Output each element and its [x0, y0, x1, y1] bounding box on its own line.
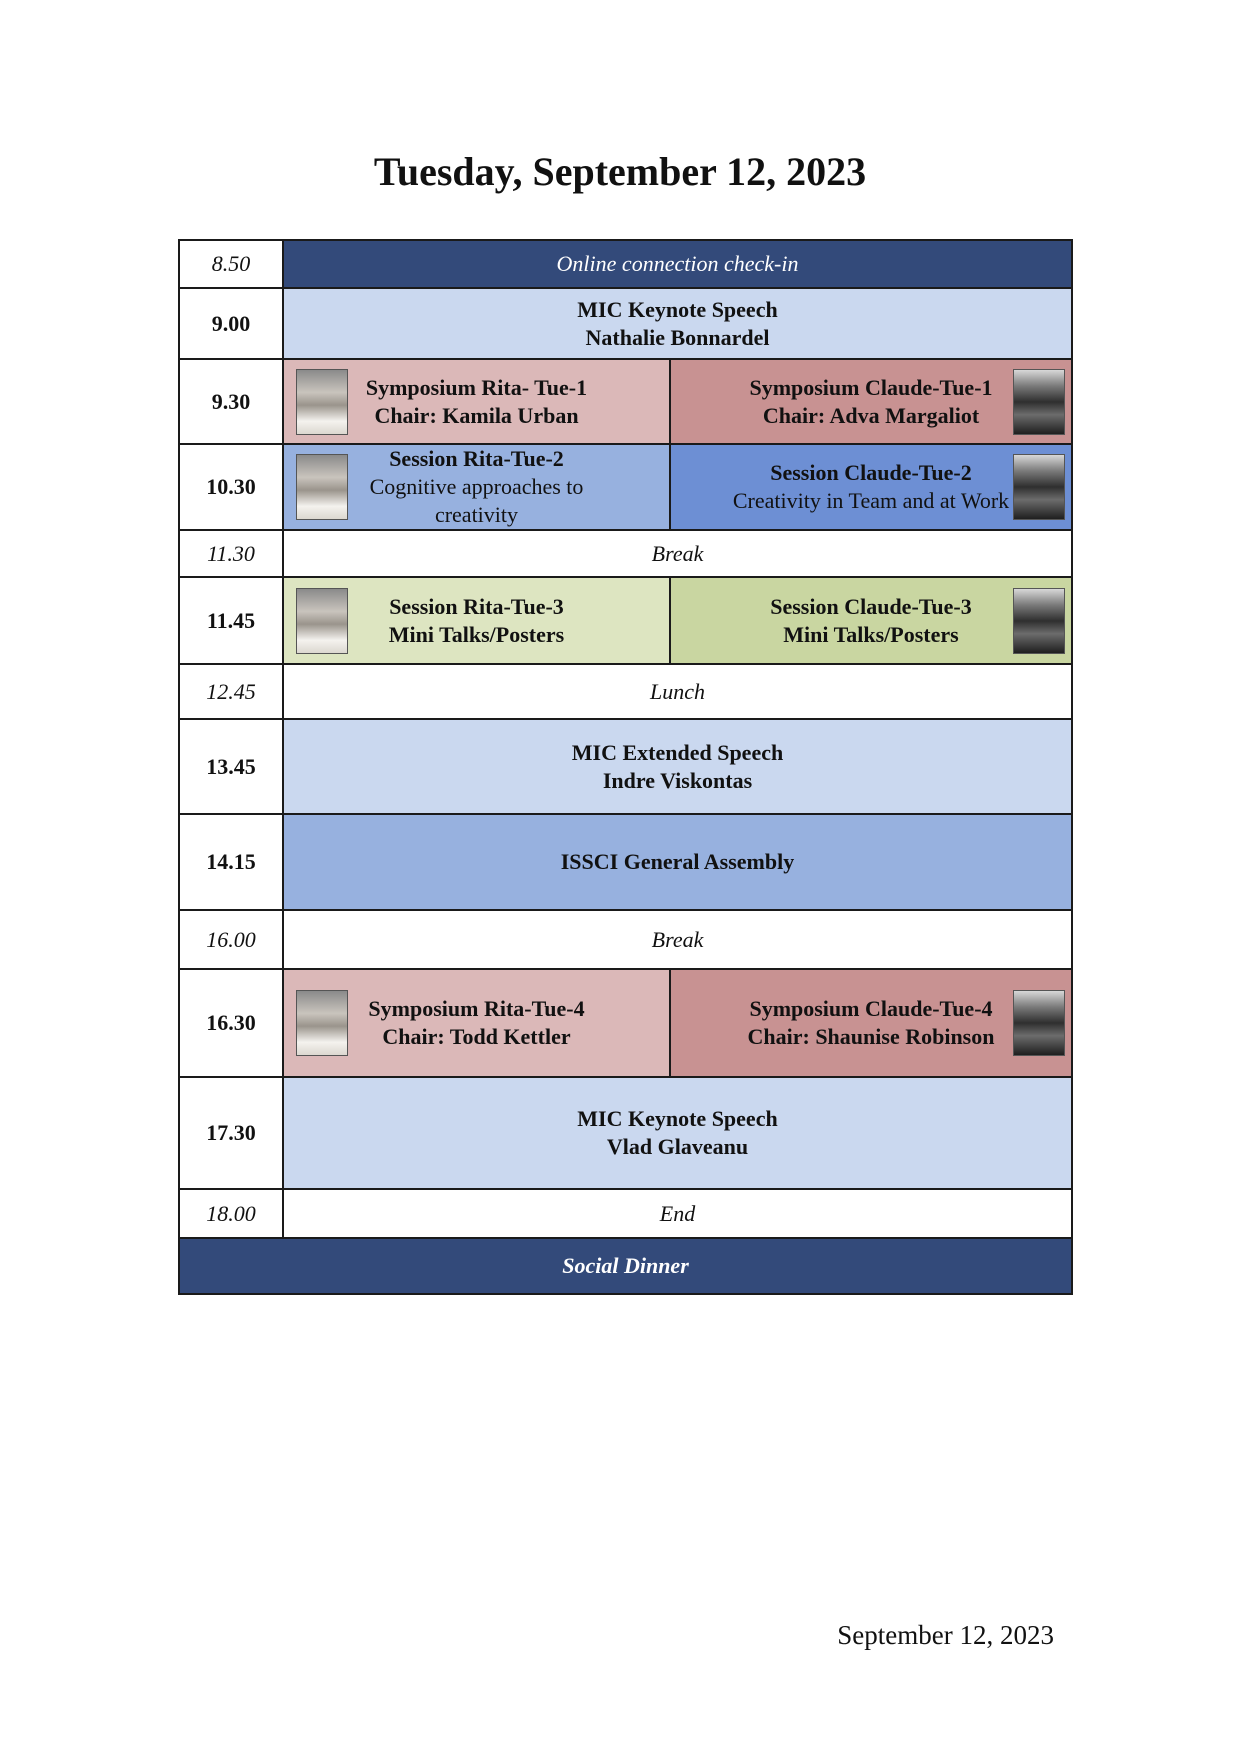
- claude-session-cell: [670, 444, 1072, 530]
- rita-symposium-cell: [283, 969, 670, 1077]
- break-cell: Break: [283, 530, 1072, 577]
- event-title: ISSCI General Assembly: [560, 849, 795, 874]
- table-row: [179, 1189, 1072, 1238]
- session-format: Mini Talks/Posters: [388, 621, 565, 647]
- time-cell: 12.45: [179, 664, 283, 719]
- table-row: [179, 1238, 1072, 1294]
- rita-session-cell: [283, 444, 670, 530]
- table-row: [179, 444, 1072, 530]
- speaker-name: Indre Viskontas: [602, 767, 753, 793]
- rita-session-cell: [283, 577, 670, 664]
- claude-portrait-image: [1013, 990, 1065, 1056]
- social-dinner-cell: Social Dinner: [179, 1238, 1072, 1294]
- session-topic: Creativity in Team and at Work: [732, 488, 1010, 513]
- claude-portrait-image: [1013, 588, 1065, 654]
- extended-speech-cell: [283, 719, 1072, 814]
- session-title: Symposium Claude-Tue-1: [749, 374, 993, 400]
- table-row: [179, 1077, 1072, 1189]
- rita-portrait-image: [296, 369, 348, 435]
- time-cell: 16.30: [179, 969, 283, 1077]
- table-row: [179, 814, 1072, 910]
- table-row: [179, 969, 1072, 1077]
- time-cell: 11.45: [179, 577, 283, 664]
- session-chair: Chair: Shaunise Robinson: [747, 1024, 995, 1049]
- lunch-cell: Lunch: [283, 664, 1072, 719]
- session-chair: Chair: Todd Kettler: [382, 1024, 571, 1049]
- table-row: [179, 240, 1072, 288]
- claude-portrait-image: [1013, 454, 1065, 520]
- rita-symposium-cell: [283, 359, 670, 444]
- session-chair: Chair: Kamila Urban: [374, 402, 579, 428]
- claude-symposium-cell: [670, 359, 1072, 444]
- session-format: Mini Talks/Posters: [783, 621, 959, 647]
- event-title: MIC Extended Speech: [571, 739, 784, 765]
- footer-date: September 12, 2023: [837, 1620, 1054, 1650]
- claude-portrait-image: [1013, 369, 1065, 435]
- event-title: MIC Keynote Speech: [577, 1106, 778, 1131]
- session-title: Session Rita-Tue-3: [389, 593, 564, 619]
- rita-portrait-image: [296, 588, 348, 654]
- page-title: Tuesday, September 12, 2023: [373, 149, 867, 194]
- time-cell: 13.45: [179, 719, 283, 814]
- session-title: Session Rita-Tue-2: [389, 446, 564, 471]
- session-title: Session Claude-Tue-2: [770, 460, 972, 485]
- session-title: Symposium Claude-Tue-4: [749, 996, 993, 1021]
- event-title: MIC Keynote Speech: [577, 296, 778, 322]
- time-cell: 16.00: [179, 910, 283, 969]
- end-cell: End: [283, 1189, 1072, 1238]
- session-title: Session Claude-Tue-3: [770, 593, 972, 619]
- time-cell: 14.15: [179, 814, 283, 910]
- session-topic: Cognitive approaches to creativity: [369, 474, 584, 527]
- rita-portrait-image: [296, 990, 348, 1056]
- table-row: [179, 577, 1072, 664]
- time-cell: 10.30: [179, 444, 283, 530]
- keynote-cell: [283, 288, 1072, 359]
- time-cell: 9.00: [179, 288, 283, 359]
- time-cell: 9.30: [179, 359, 283, 444]
- time-cell: 18.00: [179, 1189, 283, 1238]
- break-cell: Break: [283, 910, 1072, 969]
- speaker-name: Nathalie Bonnardel: [585, 324, 770, 350]
- schedule-table: [178, 239, 1073, 1295]
- session-chair: Chair: Adva Margaliot: [762, 402, 980, 428]
- table-row: [179, 664, 1072, 719]
- speaker-name: Vlad Glaveanu: [606, 1134, 749, 1159]
- keynote-cell: [283, 1077, 1072, 1189]
- table-row: [179, 288, 1072, 359]
- claude-session-cell: [670, 577, 1072, 664]
- table-row: [179, 719, 1072, 814]
- table-row: [179, 910, 1072, 969]
- session-title: Symposium Rita-Tue-4: [368, 996, 585, 1021]
- table-row: [179, 530, 1072, 577]
- online-checkin-cell: Online connection check-in: [283, 240, 1072, 288]
- rita-portrait-image: [296, 454, 348, 520]
- time-cell: 11.30: [179, 530, 283, 577]
- table-row: [179, 359, 1072, 444]
- time-cell: 8.50: [179, 240, 283, 288]
- claude-symposium-cell: [670, 969, 1072, 1077]
- general-assembly-cell: [283, 814, 1072, 910]
- session-title: Symposium Rita- Tue-1: [365, 374, 588, 400]
- time-cell: 17.30: [179, 1077, 283, 1189]
